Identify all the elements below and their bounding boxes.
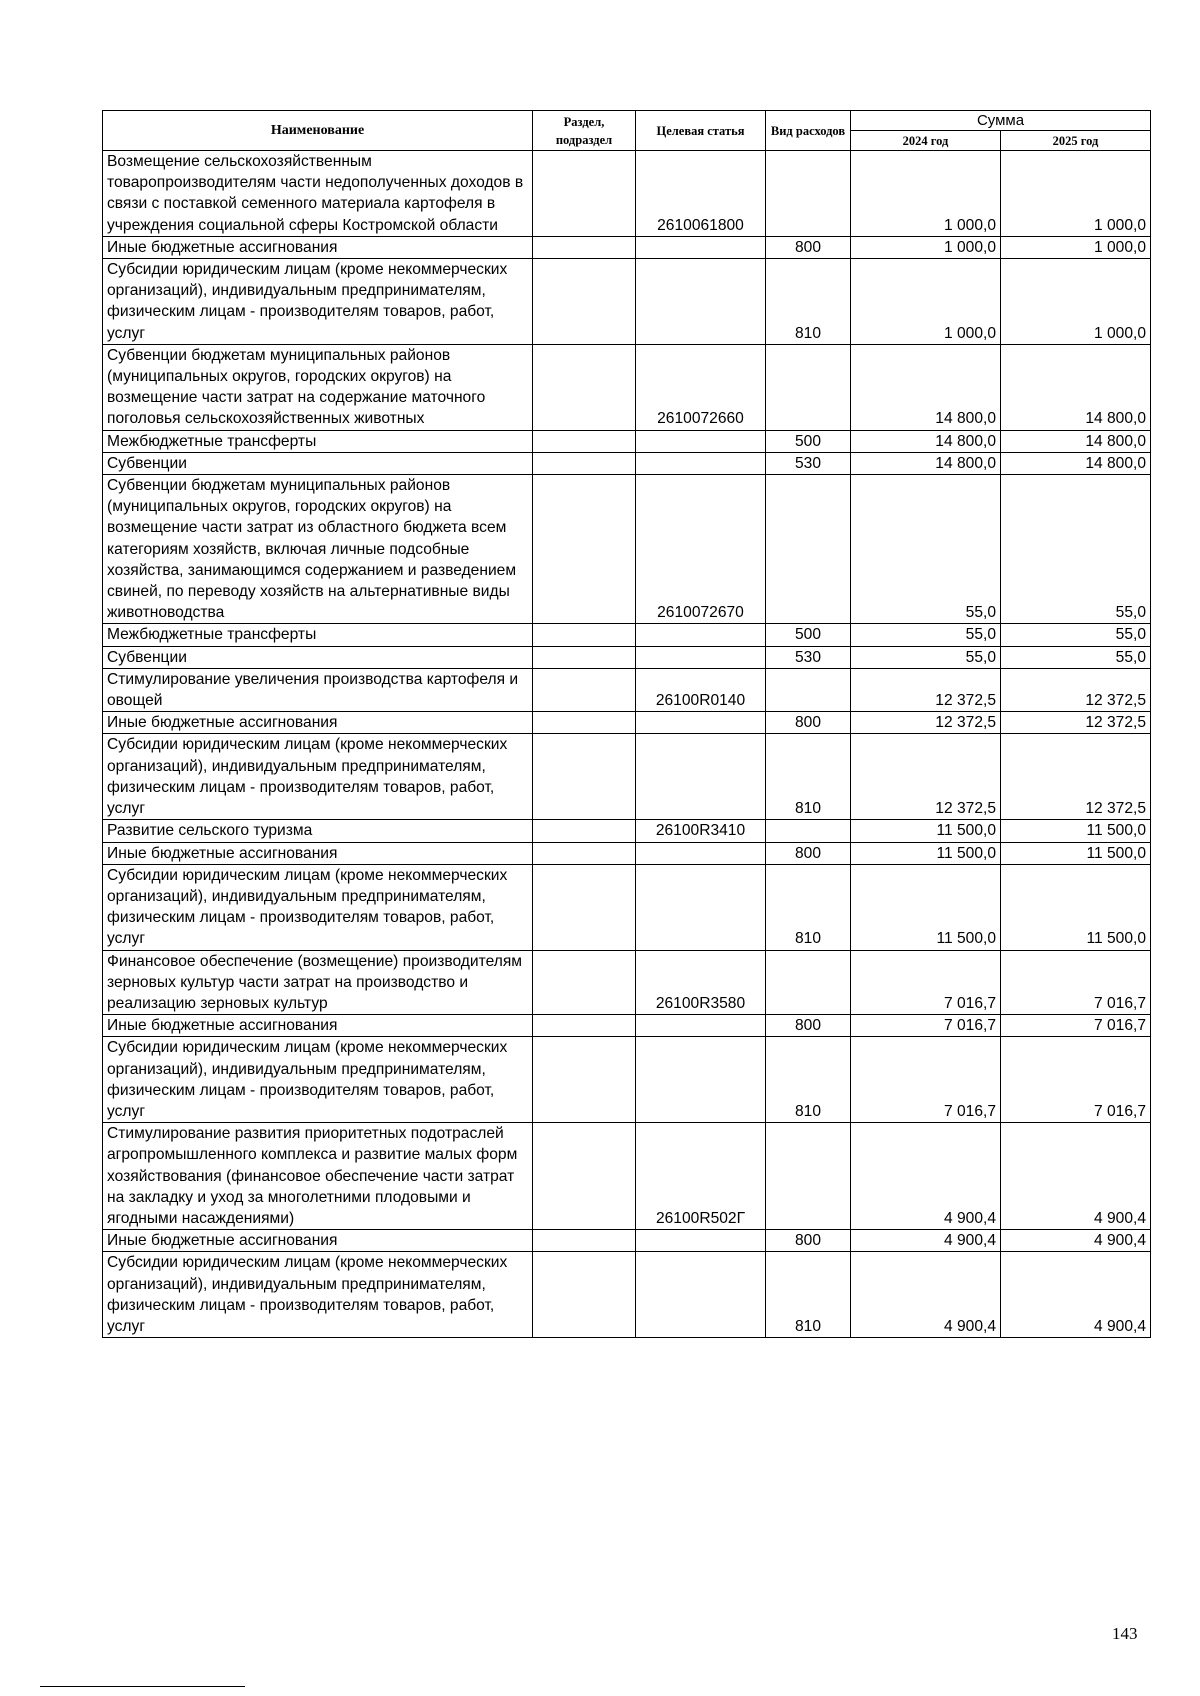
header-sum: Сумма xyxy=(851,111,1151,131)
table-row xyxy=(103,1252,1151,1338)
cell-target xyxy=(636,1015,766,1037)
cell-2025: 1 000,0 xyxy=(1001,151,1151,237)
cell-2024: 14 800,0 xyxy=(851,430,1001,452)
cell-2024: 14 800,0 xyxy=(851,344,1001,430)
cell-target xyxy=(636,1252,766,1338)
table-row xyxy=(103,475,1151,624)
cell-2024: 11 500,0 xyxy=(851,864,1001,950)
cell-type xyxy=(766,1123,851,1230)
cell-section xyxy=(533,950,636,1015)
cell-section xyxy=(533,475,636,624)
cell-2025: 7 016,7 xyxy=(1001,1037,1151,1123)
cell-2024: 11 500,0 xyxy=(851,842,1001,864)
header-name: Наименование xyxy=(103,111,533,151)
table-row xyxy=(103,452,1151,474)
cell-type: 810 xyxy=(766,1037,851,1123)
cell-type: 810 xyxy=(766,734,851,820)
cell-name: Субвенции бюджетам муниципальных районов (муниципальных округов, городских округов) на возмещение части затрат из областного бюджета всем категориям хозяйств, включая личные подсобные хозяйства, занимающимся содержанием и разведением свиней, по переводу хозяйств на альтернативные виды животноводства xyxy=(103,475,533,624)
table-row xyxy=(103,950,1151,1015)
cell-2025: 12 372,5 xyxy=(1001,668,1151,711)
cell-type xyxy=(766,820,851,842)
cell-name: Межбюджетные трансферты xyxy=(103,624,533,646)
cell-2024: 1 000,0 xyxy=(851,236,1001,258)
cell-section xyxy=(533,842,636,864)
cell-section xyxy=(533,452,636,474)
cell-2024: 55,0 xyxy=(851,624,1001,646)
cell-section xyxy=(533,668,636,711)
cell-target xyxy=(636,1230,766,1252)
cell-2024: 4 900,4 xyxy=(851,1230,1001,1252)
header-type: Вид расходов xyxy=(766,111,851,151)
cell-name: Иные бюджетные ассигнования xyxy=(103,1015,533,1037)
cell-name: Субвенции xyxy=(103,452,533,474)
cell-target: 26100R3580 xyxy=(636,950,766,1015)
cell-type: 800 xyxy=(766,1015,851,1037)
table-row xyxy=(103,864,1151,950)
cell-2025: 11 500,0 xyxy=(1001,820,1151,842)
table-row xyxy=(103,151,1151,237)
cell-2024: 7 016,7 xyxy=(851,1015,1001,1037)
cell-section xyxy=(533,1123,636,1230)
header-2024: 2024 год xyxy=(851,131,1001,151)
cell-section xyxy=(533,734,636,820)
table-row xyxy=(103,259,1151,345)
cell-type: 810 xyxy=(766,259,851,345)
cell-2025: 4 900,4 xyxy=(1001,1252,1151,1338)
header-target: Целевая статья xyxy=(636,111,766,151)
cell-2025: 55,0 xyxy=(1001,475,1151,624)
cell-name: Развитие сельского туризма xyxy=(103,820,533,842)
cell-name: Иные бюджетные ассигнования xyxy=(103,712,533,734)
cell-name: Межбюджетные трансферты xyxy=(103,430,533,452)
cell-name: Субвенции xyxy=(103,646,533,668)
cell-target: 2610061800 xyxy=(636,151,766,237)
cell-target xyxy=(636,624,766,646)
table-row xyxy=(103,668,1151,711)
table-header xyxy=(103,111,1151,151)
cell-section xyxy=(533,1037,636,1123)
cell-type: 800 xyxy=(766,712,851,734)
cell-type: 800 xyxy=(766,236,851,258)
header-section: Раздел, подраздел xyxy=(533,111,636,151)
cell-2025: 11 500,0 xyxy=(1001,864,1151,950)
table-body xyxy=(103,151,1151,1338)
cell-2024: 12 372,5 xyxy=(851,712,1001,734)
cell-2025: 14 800,0 xyxy=(1001,344,1151,430)
cell-type: 810 xyxy=(766,864,851,950)
table-row xyxy=(103,1230,1151,1252)
cell-target xyxy=(636,734,766,820)
page-number: 143 xyxy=(1112,1624,1138,1643)
cell-name: Субвенции бюджетам муниципальных районов (муниципальных округов, городских округов) на возмещение части затрат на содержание маточного поголовья сельскохозяйственных животных xyxy=(103,344,533,430)
cell-2025: 7 016,7 xyxy=(1001,1015,1151,1037)
cell-2025: 4 900,4 xyxy=(1001,1123,1151,1230)
cell-target xyxy=(636,842,766,864)
cell-target: 26100R0140 xyxy=(636,668,766,711)
cell-target xyxy=(636,712,766,734)
table-row xyxy=(103,1037,1151,1123)
cell-type: 500 xyxy=(766,430,851,452)
header-2025: 2025 год xyxy=(1001,131,1151,151)
cell-target xyxy=(636,452,766,474)
cell-section xyxy=(533,1230,636,1252)
cell-2025: 1 000,0 xyxy=(1001,259,1151,345)
cell-type: 810 xyxy=(766,1252,851,1338)
cell-2024: 7 016,7 xyxy=(851,950,1001,1015)
cell-name: Возмещение сельскохозяйственным товаропроизводителям части недополученных доходов в связи с поставкой семенного материала картофеля в учреждения социальной сферы Костромской области xyxy=(103,151,533,237)
cell-target xyxy=(636,864,766,950)
cell-2025: 12 372,5 xyxy=(1001,712,1151,734)
table-row xyxy=(103,344,1151,430)
cell-2025: 7 016,7 xyxy=(1001,950,1151,1015)
cell-target: 26100R502Г xyxy=(636,1123,766,1230)
budget-table xyxy=(102,110,1151,1338)
table-row xyxy=(103,842,1151,864)
cell-section xyxy=(533,259,636,345)
cell-type xyxy=(766,475,851,624)
cell-section xyxy=(533,712,636,734)
cell-2024: 55,0 xyxy=(851,646,1001,668)
cell-type: 530 xyxy=(766,452,851,474)
table-row xyxy=(103,624,1151,646)
cell-name: Субсидии юридическим лицам (кроме некоммерческих организаций), индивидуальным предпринимателям, физическим лицам - производителям товаров, работ, услуг xyxy=(103,864,533,950)
cell-2025: 12 372,5 xyxy=(1001,734,1151,820)
cell-2025: 55,0 xyxy=(1001,624,1151,646)
table-row xyxy=(103,820,1151,842)
cell-2025: 11 500,0 xyxy=(1001,842,1151,864)
cell-section xyxy=(533,236,636,258)
cell-section xyxy=(533,864,636,950)
cell-section xyxy=(533,151,636,237)
cell-2024: 4 900,4 xyxy=(851,1252,1001,1338)
table-row xyxy=(103,430,1151,452)
table-row xyxy=(103,236,1151,258)
cell-2025: 1 000,0 xyxy=(1001,236,1151,258)
cell-type xyxy=(766,668,851,711)
cell-name: Субсидии юридическим лицам (кроме некоммерческих организаций), индивидуальным предпринимателям, физическим лицам - производителям товаров, работ, услуг xyxy=(103,1252,533,1338)
cell-name: Стимулирование развития приоритетных подотраслей агропромышленного комплекса и развитие малых форм хозяйствования (финансовое обеспечение части затрат на закладку и уход за многолетними плодовыми и ягодными насаждениями) xyxy=(103,1123,533,1230)
cell-target xyxy=(636,1037,766,1123)
footnote-divider xyxy=(40,1686,245,1687)
cell-2025: 55,0 xyxy=(1001,646,1151,668)
cell-target xyxy=(636,646,766,668)
cell-type: 800 xyxy=(766,842,851,864)
cell-name: Иные бюджетные ассигнования xyxy=(103,1230,533,1252)
cell-target xyxy=(636,259,766,345)
cell-name: Финансовое обеспечение (возмещение) производителям зерновых культур части затрат на производство и реализацию зерновых культур xyxy=(103,950,533,1015)
cell-2024: 4 900,4 xyxy=(851,1123,1001,1230)
cell-name: Иные бюджетные ассигнования xyxy=(103,842,533,864)
cell-2024: 12 372,5 xyxy=(851,734,1001,820)
cell-2024: 1 000,0 xyxy=(851,259,1001,345)
cell-section xyxy=(533,1252,636,1338)
cell-2024: 55,0 xyxy=(851,475,1001,624)
table-row xyxy=(103,1015,1151,1037)
cell-section xyxy=(533,344,636,430)
cell-2024: 14 800,0 xyxy=(851,452,1001,474)
cell-target: 2610072660 xyxy=(636,344,766,430)
cell-type xyxy=(766,344,851,430)
cell-section xyxy=(533,624,636,646)
cell-target: 26100R3410 xyxy=(636,820,766,842)
cell-name: Субсидии юридическим лицам (кроме некоммерческих организаций), индивидуальным предпринимателям, физическим лицам - производителям товаров, работ, услуг xyxy=(103,734,533,820)
cell-target xyxy=(636,236,766,258)
cell-type xyxy=(766,151,851,237)
cell-2024: 11 500,0 xyxy=(851,820,1001,842)
cell-2024: 1 000,0 xyxy=(851,151,1001,237)
cell-name: Субсидии юридическим лицам (кроме некоммерческих организаций), индивидуальным предпринимателям, физическим лицам - производителям товаров, работ, услуг xyxy=(103,259,533,345)
cell-type: 530 xyxy=(766,646,851,668)
cell-2024: 12 372,5 xyxy=(851,668,1001,711)
cell-target xyxy=(636,430,766,452)
table-row xyxy=(103,734,1151,820)
table-row xyxy=(103,712,1151,734)
cell-2025: 14 800,0 xyxy=(1001,430,1151,452)
cell-type: 500 xyxy=(766,624,851,646)
cell-target: 2610072670 xyxy=(636,475,766,624)
cell-name: Иные бюджетные ассигнования xyxy=(103,236,533,258)
cell-section xyxy=(533,820,636,842)
cell-type xyxy=(766,950,851,1015)
cell-name: Стимулирование увеличения производства картофеля и овощей xyxy=(103,668,533,711)
cell-type: 800 xyxy=(766,1230,851,1252)
table-row xyxy=(103,1123,1151,1230)
cell-section xyxy=(533,430,636,452)
cell-section xyxy=(533,1015,636,1037)
cell-2025: 4 900,4 xyxy=(1001,1230,1151,1252)
cell-2025: 14 800,0 xyxy=(1001,452,1151,474)
cell-name: Субсидии юридическим лицам (кроме некоммерческих организаций), индивидуальным предпринимателям, физическим лицам - производителям товаров, работ, услуг xyxy=(103,1037,533,1123)
table-row xyxy=(103,646,1151,668)
cell-2024: 7 016,7 xyxy=(851,1037,1001,1123)
cell-section xyxy=(533,646,636,668)
